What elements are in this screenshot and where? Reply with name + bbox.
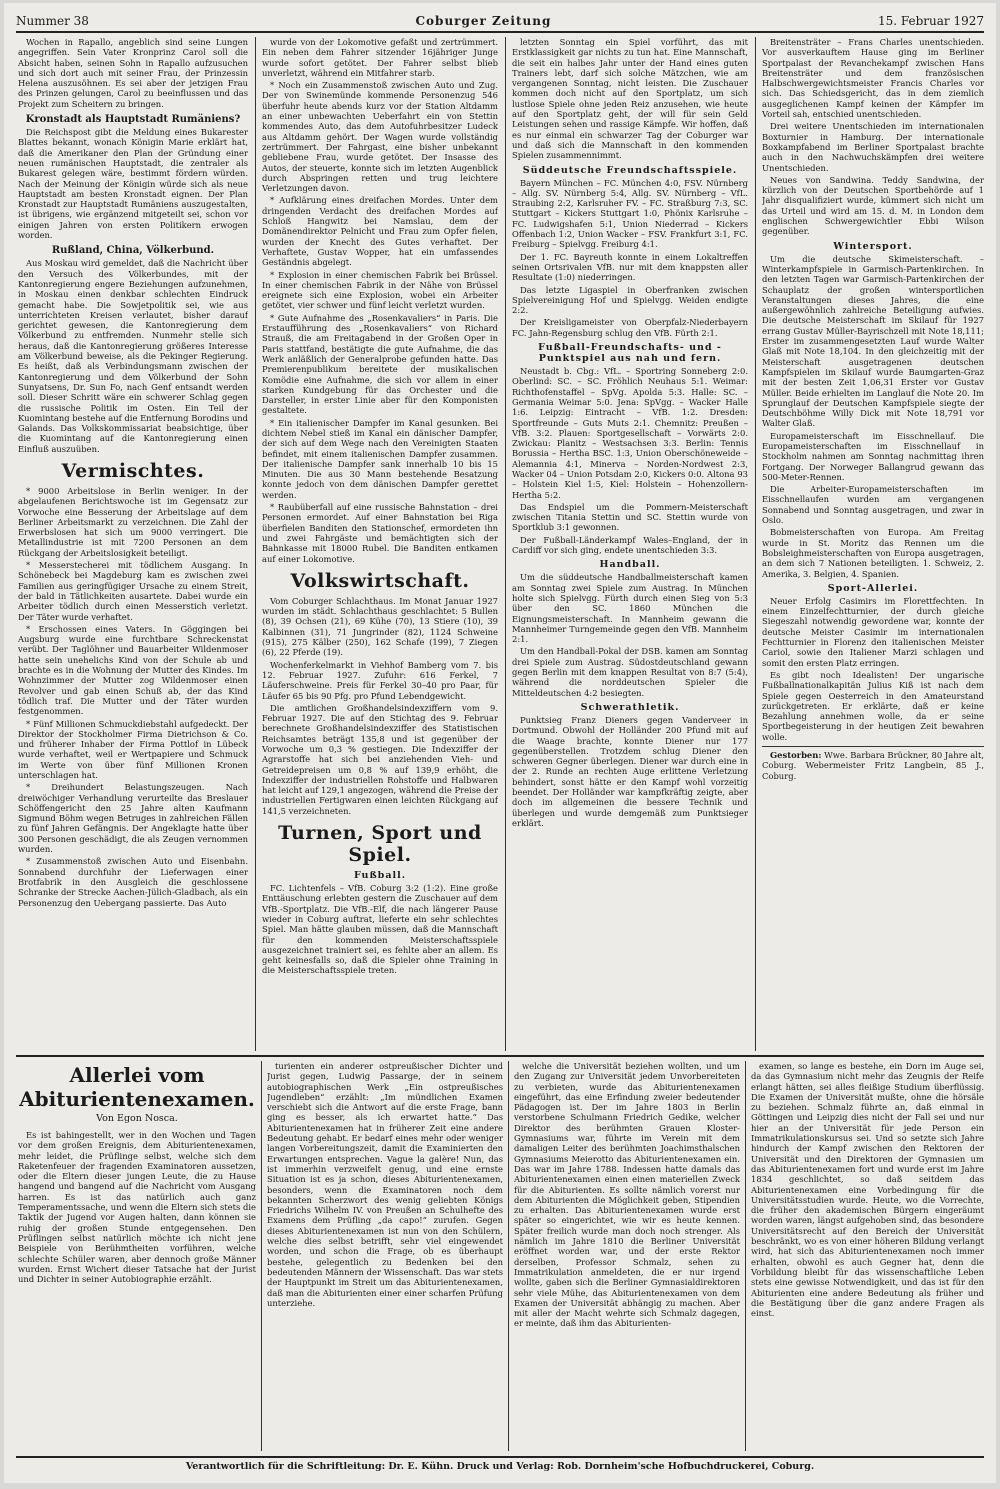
column-2 [262, 37, 498, 1051]
feuilleton-text: turienten ein anderer ostpreußischer Dichter und Jurist gegen, Ludwig Passarge, der in seinem autobiographischen Werk „Ein ostpreußisches Jugendleben“ erzählt: „Im mündlichen Examen verschiebt sich die Antwort auf die erste Frage, bann ging es besser, als ich erwartet hatte.“ Das Abiturientenexamen hat in früherer Zeit eine andere Bedeutung gehabt. Er bedarf eines mehr oder weniger langen Vorbereitungszeit, damit die Examinierten den Erwartungen entsprechen. Vague la galère! Nun, das ist immerhin verzweifelt genug, und eine ernste Situation ist es ja schon, dieses Abiturientenexamen, besonders, wenn die Examinatoren noch dem bekannten Scherzwort des wenig geliebten Königs Friedrichs Wilhelm IV. von Preußen an Schulhefte des Examens dem Prüfling „da capo!“ zurufen. Gegen dieses Abiturientenexamen ist nun von den Schülern, welche dies selbst betrifft, sehr viel eingewendet worden, und schon die Frage, ob es überhaupt bestehe, gelegentlich zu Bedenken bei den bedeutenden Männern der Wissenschaft. Das war stets der Hauptpunkt im Streit um das Abiturientenexamen, daß man die Abiturienten einer einer scharfen Prüfung unterziehe. [267, 1061, 503, 1308]
subsection-heading: Süddeutsche Freundschaftsspiele. [522, 164, 738, 176]
death-notice-text: Wwe. Barbara Brückner, 80 Jahre alt, Coburg. Webermeister Fritz Langbein, 85 J., Coburg. [762, 750, 984, 781]
column-divider [505, 37, 506, 1051]
article-text: Bobmeisterschaften von Europa. Am Freitag wurde in St. Moritz das Rennen um die Bobsleighmeisterschaften von Europa ausgetragen, an dem sich 7 Nationen beteiligten. 1. Schweiz, 2. Amerika, 3. Belgien, 4. Spanien. [762, 527, 984, 579]
article-text: Das Endspiel um die Pommern-Meisterschaft zwischen Titania Stettin und SC. Stettin wurde von Sportklub 3:1 gewonnen. [512, 501, 748, 533]
feuilleton-column-3 [514, 1061, 740, 1451]
article-text: Breitensträter – Frans Charles unentschieden. Vor ausverkauftem Hause ging im Berliner Sportpalast der Revanchekampf zwischen Hans Breitensträter und dem französischen Halbschwergewichtsmeister Francis Charles vor sich. Das Schiedsgericht, das in dem ziemlich ausgeglichenen Kampf keinen der Kämpfer im Vorteil sah, entschied unentschieden. [762, 37, 984, 120]
article-text: Die Arbeiter-Europameisterschaften im Eisschnellaufen wurden am vergangenen Sonnabend und Sonntag ausgetragen, und zwar in Oslo. [762, 484, 984, 526]
subsection-heading: Handball. [599, 559, 661, 571]
article-text: * Gute Aufnahme des „Rosenkavaliers“ in Paris. Die Erstaufführung des „Rosenkavaliers“ von Richard Strauß, die am Freitagabend in der Großen Oper in Paris stattfand, bestätigte die gute Aufnahme, die das Werk anläßlich der Generalprobe gefunden hatte. Das Premierenpublikum bereitete der musikalischen Komödie eine Aufnahme, die sich vor allem in einer starken Kundgebung für das Orchester und die Darsteller, in erster Linie aber für den Komponisten gestaltete. [262, 312, 498, 416]
feuilleton-text: welche die Universität beziehen wollten, und um den Zugang zur Universität jedem Unvorbereiteten zu verbieten, wurde das Abiturientenexamen eingeführt, das eine Erfindung zweier bedeutender Pädagogen ist. Der im Jahre 1803 in Berlin verstorbene Schulmann Friedrich Gedike, welcher Direktor des berühmten Grauen Kloster-Gymnasiums war, führte im Verein mit dem damaligen Leiter des berühmten Joachimsthalschen Gymnasiums Meierotto das Abiturientenexamen ein. Das war im Jahre 1788. Indessen hatte damals das Abiturientenexamen einen einen materiellen Zweck für die Abiturienten. Es sollte nämlich vorerst nur dem Abiturienten die Möglichkeit geben, Stipendien zu erhalten. Das Abiturientenexamen wurde erst später so eingerichtet, wie wir es heute kennen. Später freilich wurde man doch noch strenger. Als nämlich im Jahre 1810 die Berliner Universität eröffnet worden war, und der erste Rektor derselben, Professor Schmalz, sehen zu Immatrikulation anmeldeten, die er nur irgend wollte, gaben sich die Berliner Gymnasialdirektoren sehr viele Mühe, das Abiturientenexamen von dem Examen der Universität abhängig zu machen. Aber mit aller der Macht wehrte sich Schmalz dagegen, er meinte, daß ihm das Abiturienten- [514, 1061, 740, 1329]
section-heading-sport: Turnen, Sport und Spiel. [278, 822, 482, 867]
subsection-heading: Schwerathletik. [580, 701, 680, 713]
column-3 [512, 37, 748, 1051]
article-text: Das letzte Ligaspiel in Oberfranken zwischen Spielvereinigung Hof und Spielvgg. Weiden endigte 2:2. [512, 284, 748, 316]
feuilleton-text: Es ist bahingestellt, wer in den Wochen und Tagen vor dem großen Ereignis, dem Abiturientenexamen, mehr leidet, die Prüflinge selbst, welche sich dem Raketenfeuer der fragenden Examinatoren aussetzen, oder die Eltern dieser jungen Leute, die zu Hause hangend und bangend auf die Nachricht vom Ausgang harren. Es ist das natürlich auch ganz Temperamentssache, und wenn die Eltern sich stets die Taktik der Jugend vor Augen halten, dann können sie ruhig der großen Stunde entgegensehen. Den Prüflingen selbst natürlich möchte ich nicht jene Beispiele von Berühmtheiten vorführen, welche schlechte Schüler waren, aber dennoch große Männer wurden. Ernst Wichert dieser Tatsache hat der Jurist und Dichter in seiner Autobiographie erzählt. [18, 1130, 256, 1285]
article-text: Drei weitere Unentschieden im internationalen Boxturnier in Hamburg. Der internationale Boxkampfabend im Berliner Sportpalast brachte auch in den Nachwuchskämpfen drei weitere Unentschieden. [762, 121, 984, 173]
article-text: Punktsieg Franz Dieners gegen Vanderveer in Dortmund. Obwohl der Holländer 200 Pfund mit auf die Waage brachte, konnte Diener nur 177 gegenüberstellen. Trotzdem schlug Diener den schweren Gegner überlegen. Diener war durch eine in der 2. Runde an rechten Auge erlittene Verletzung behindert, sonst hätte er den Kampf wohl vorzeitig beendet. Der Holländer war kampfkräftig zeigte, aber doch im allgemeinen die bessere Technik und überlegen und wurde demgemäß zum Punktsieger erklärt. [512, 714, 748, 828]
section-heading-volkswirtschaft: Volkswirtschaft. [290, 569, 470, 592]
article-text: Der Kreisligameister von Oberpfalz-Niederbayern FC. Jahn-Regensburg schlug den VfB. Fürth 2:1. [512, 317, 748, 338]
article-text: Aus Moskau wird gemeldet, daß die Nachricht über den Versuch des Völkerbundes, mit der Kantonregierung engere Beziehungen aufzunehmen, in Moskau einen denkbar schlechten Eindruck gemacht habe. Die Sowjetpolitik sei, wie aus unterrichteten Kreisen verlautet, bisher darauf gerichtet gewesen, die Kantonregierung dem Völkerbund zu entfremden. Nunmehr stelle sich heraus, daß die Kantonregierung größeres Interesse am Völkerbund beweise, als die Pekinger Regierung. Es heißt, daß als Verbindungsmann zwischen der Kantonregierung und dem Völkerbund der Sohn Sunyatsens, Dr. Sun Fo, nach Genf entsandt werden soll. Dieser Schritt wäre ein schwerer Schlag gegen die russische Politik im Osten. Ein Teil der Kuomintang bestehe auf die Entfernung Borodins und Galands. Das Volkskommissariat beabsichtige, über die Kuomintang auf die Kantonregierung einen Einfluß auszuüben. [18, 258, 248, 454]
feuilleton-column-1 [18, 1061, 256, 1451]
article-text: Um die süddeutsche Handballmeisterschaft kamen am Sonntag zwei Spiele zum Austrag. In München holte sich Spielvgg. Fürth durch einen Sieg von 5:3 über den SC. 1860 München die Eignungsmeisterschaft. In Mannheim gewann die Mannheimer Turngemeinde gegen den VfB. Mannheim 2:1. [512, 572, 748, 645]
feuilleton-text: examen, so lange es bestehe, ein Dorn im Auge sei, da das Gymnasium nicht mehr das Zeugnis der Reife erlangt hätten, sei alles fleißige Studium überflüssig. Die Examen der Universität mußte, ohne die hörsäle zu beziehen. Schmalz führte an, daß einmal in Göttingen und Leipzig dies nicht der Fall sei und nur hier an der Universität für jede Person ein Immatrikulationskursus sei. Und so setzte sich Jahre hindurch der Kampf zwischen den Rektoren der Universität und den Direktoren der Gymnasien um das Abiturientenexamen fort und wurde erst im Jahre 1834 geschlichtet, so daß seitdem das Abiturientenexamen eine Vorbedingung für die Universitätsstudien wurde. Heute, wo die Vorrechte, die früher den akademischen Bürgern eingeräumt worden waren, längst aufgehoben sind, das besondere Universitätsrecht auf den Bereich der Universität beschränkt, wo es von einer höheren Bildung verlangt wird, hat sich das Abiturientenexamen noch immer erhalten, obwohl es auch Gegner hat, denn die Vorbildung bleibt für das wissenschaftliche Leben stets eine gewisse Notwendigkeit, und das ist für den Abiturienten eine andere Bedeutung als früher und die Bestätigung über die ganz andere Fragen als einst. [751, 1061, 984, 1319]
article-text: * Noch ein Zusammenstoß zwischen Auto und Zug. Der von Swinemünde kommende Personenzug 546 überfuhr heute abends kurz vor der Station Altdamm an einer unbewachten Ueberfahrt ein von Stettin kommendes Auto, das dem Autofuhrbesitzer Ludeck aus Altdamm gehört. Der Wagen wurde vollständig zertrümmert. Der Fahrgast, eine bisher unbekannt gebliebene Frau, wurde getötet. Der Insasse des Autos, der steuerte, konnte sich im letzten Augenblick durch Abspringen retten und trug leichtere Verletzungen davon. [262, 80, 498, 194]
feuilleton-title: Allerlei vom Abiturientenexamen. [19, 1063, 255, 1111]
section-heading-vermischtes: Vermischtes. [61, 459, 205, 482]
article-heading: Rußland, China, Völkerbund. [51, 245, 215, 257]
article-text: * Dreihundert Belastungszeugen. Nach dreiwöchiger Verhandlung verurteilte das Breslauer Schöffengericht den 25 Jahre alten Kaufmann Sigmund Böhm wegen Betruges in zahlreichen Fällen zu fünf Jahren Gefängnis. Der Angeklagte hatte über 300 Personen geschädigt, die als Zeugen vernommen wurden. [18, 782, 248, 855]
death-notice-label: Gestorben: [770, 750, 822, 760]
article-text: Bayern München – FC. München 4:0, FSV. Nürnberg – Allg. SV. Nürnberg 5:4, Allg. SV. Nürnberg – VfL. Straubing 2:2, Karlsruher FV. – FC. Straßburg 7:3, SC. Stuttgart – Kickers Stuttgart 1:0, Phönix Karlsruhe – FC. Ludwigshafen 5:1, Union Niederrad – Kickers Offenbach 1:2, Union Wacker – FSV. Frankfurt 3:1, FC. Freiburg – Spielvgg. Freiburg 4:1. [512, 177, 748, 250]
article-text: * Erschossen eines Vaters. In Göggingen bei Augsburg wurde eine furchtbare Schreckenstat verübt. Der Taglöhner und Bauarbeiter Wildenmoser hatte sein unehelichs Kind von der Schule ab und brachte es in die Wohnung der Mutter des Kindes. Im Wohnzimmer der Mutter zog Wildenmoser einen Revolver und gab einen Schuß ab, der das Kind tödlich traf. Die Mutter und der Täter wurden festgenommen. [18, 623, 248, 717]
article-text: Um den Handball-Pokal der DSB. kamen am Sonntag drei Spiele zum Austrag. Südostdeutschland gewann gegen Berlin mit dem knappen Resultat von 8:7 (5:4), während die norddeutschen Spieler die Mitteldeutschen 4:2 besiegten. [512, 646, 748, 698]
article-text: Wochenferkelmarkt in Viehhof Bamberg vom 7. bis 12. Februar 1927. Zufuhr: 616 Ferkel, 7 Läuferschweine. Preis für Ferkel 30–40 pro Paar, für Läufer 65 bis 90 Pfg. pro Pfund Lebendgewicht. [262, 659, 498, 701]
article-text: Wochen in Rapallo, angeblich sind seine Lungen angegriffen. Sein Vater Kronprinz Carol soll die Absicht haben, seinen Sohn in Rapallo aufzusuchen und sich dort auch mit seiner Frau, der Prinzessin Helena auszusöhnen. Es sei aber der jetzigen Frau des Prinzen gelungen, Carol zu beeinflussen und das Projekt zum Scheitern zu bringen. [18, 37, 248, 109]
article-text: wurde von der Lokomotive gefaßt und zertrümmert. Ein neben dem Fahrer sitzender 16jähriger Junge wurde sofort getötet. Der Fahrer selbst blieb unverletzt, während ein Mitfahrer starb. [262, 37, 498, 78]
article-text: * Fünf Millionen Schmuckdiebstahl aufgedeckt. Der Direktor der Stockholmer Firma Dietrichson & Co. und früherer Inhaber der Firma Pottlof in Lübeck wurde verhaftet, weil er Wertpapiere und Schmuck im Werte von über fünf Millionen Kronen unterschlagen hat. [18, 718, 248, 780]
death-notice [762, 746, 984, 781]
masthead [16, 11, 984, 33]
article-text: * Aufklärung eines dreifachen Mordes. Unter dem dringenden Verdacht des dreifachen Mordes auf Schloß Hangwitz bei Namslau, dem der Domänendirektor Pelnicht und Frau zum Opfer fielen, wurden der Knecht des Gutes verhaftet. Der Verhaftete, Gustav Wopper, hat ein umfassendes Geständnis abgelegt. [262, 195, 498, 268]
article-text: Europameisterschaft im Eisschnellauf. Die Europameisterschaften im Eisschnellauf in Stockholm nahmen am Sonntag nachmittag ihren Fortgang. Der Norweger Ballangrud gewann das 500-Meter-Rennen. [762, 430, 984, 482]
article-text: FC. Lichtenfels – VfB. Coburg 3:2 (1:2). Eine große Enttäuschung erlebten gestern die Zuschauer auf dem VfB.-Sportplatz. Die VfB.-Elf, die nach längerer Pause wieder in Coburg auftrat, lieferte ein sehr schlechtes Spiel. Man hätte glauben müssen, daß die Mannschaft für den kommenden Meisterschaftsspiele ausgezeichnet trainiert sei, es fehlte aber an allem. Es geht keinesfalls so, daß die Spieler ohne Training in die Meisterschaftsspiele treten. [262, 883, 498, 976]
column-divider [755, 37, 756, 1051]
column-divider [261, 1061, 262, 1451]
article-text: Neuer Erfolg Casimirs im Florettfechten. In einem Einzelfechtturnier, der durch gleiche Siegeszahl notwendig gewordene war, konnte der deutsche Meister Casimir im internationalen Fechtturnier in Florenz den italienischen Meister Cariol, sowie den Italiener Marzi schlagen und somit den ersten Platz erringen. [762, 595, 984, 668]
feuilleton-column-2 [267, 1061, 503, 1451]
article-text: Es gibt noch Idealisten! Der ungarische Fußballnationalkapitän Julius Kiß ist nach dem Spiele gegen Oesterreich in den Amateurstand zurückgetreten. Er erklärte, daß er keine Bezahlung annehmen wolle, da er seine Sportbegeisterung in der heutigen Zeit bewahren wolle. [762, 669, 984, 742]
article-text: Die Reichspost gibt die Meldung eines Bukarester Blattes bekannt, wonach Königin Marie erklärt hat, daß die Amerikaner den Plan der Gründung einer neuen rumänischen Hauptstadt, die zentraler als Bukarest gelegen wäre, bestimmt fördern würden. Nach der Meinung der Königin würde sich als neue Hauptstadt am besten Kronstadt eignen. Der Plan Kronstadt zur Hauptstadt Rumäniens auszugestalten, ist übrigens, wie ergänzend mitgeteilt sei, schon vor einigen Jahren von ersten Politikern erwogen worden. [18, 127, 248, 241]
column-4 [762, 37, 984, 1051]
article-text: Die amtlichen Großhandelsindexziffern vom 9. Februar 1927. Die auf den Stichtag des 9. Februar berechnete Großhandelsindexziffer des Statistischen Reichsamtes beträgt 135,8 und ist gegenüber der Vorwoche um 0,3 % gestiegen. Die Indexziffer der Agrarstoffe hat sich bei anziehenden Vieh- und Getreidepreisen um 0,8 % auf 139,9 erhöht, die Indexziffer der industriellen Rohstoffe und Halbwaren hat leicht auf 129,1 angezogen, während die Preise der industriellen Fertigwaren einen leichten Rückgang auf 141,5 verzeichneten. [262, 702, 498, 816]
column-divider [508, 1061, 509, 1451]
article-text: Der 1. FC. Bayreuth konnte in einem Lokaltreffen seinen Ortsrivalen VfB. nur mit dem knappsten aller Resultate (1:0) niederringen. [512, 251, 748, 283]
subsection-heading: Wintersport. [833, 240, 913, 252]
subsection-heading: Fußball-Freundschafts- und -Punktspiel aus nah und fern. [538, 342, 722, 365]
article-text: Vom Coburger Schlachthaus. Im Monat Januar 1927 wurden im städt. Schlachthaus geschlachtet: 5 Bullen (8), 39 Ochsen (21), 69 Kühe (70), 13 Stiere (10), 39 Kalbinnen (31), 71 Jungrinder (82), 1124 Schweine (915), 275 Kälber (250), 162 Schafe (199), 7 Ziegen (6), 22 Pferde (19). [262, 595, 498, 658]
feuilleton-byline: Von Egon Nosca. [96, 1113, 178, 1124]
imprint-footer: Verantwortlich für die Schriftleitung: Dr. E. Kühn. Druck und Verlag: Rob. Dornheim'sche Hofbuchdruckerei, Coburg. [16, 1456, 984, 1477]
section-separator [16, 1055, 984, 1057]
column-divider [255, 37, 256, 1051]
newspaper-page [4, 3, 996, 1483]
issue-number: Nummer 38 [16, 14, 89, 28]
article-text: Um die deutsche Skimeisterschaft. – Winterkampfspiele in Garmisch-Partenkirchen. In den letzten Tagen war Garmisch-Partenkirchen der Schauplatz der großen wintersportlichen Veranstaltungen dieses Jahres, die eine außergewöhnlich zahlreiche Beteiligung aufwies. Die deutsche Meisterschaft im Skilauf für 1927 errang Gustav Müller-Bayrischzell mit Note 18,111; Erster im zusammengesetzten Lauf wurde Walter Glaß mit Note 18,104. In den gleichzeitig mit der Meisterschaft ausgetragenen deutschen Kampfspielen im Skilauf wurde Baumgarten-Graz mit der besten Zeit 1,06,31 Erster vor Gustav Müller. Beide erhielten im Langlauf die Note 20. Im Sprunglauf der Deutschen Kampfspiele siegte der Deutschböhme Willy Dick mit Note 18,791 vor Walter Glaß. [762, 253, 984, 429]
issue-date: 15. Februar 1927 [877, 14, 984, 28]
article-text: * 9000 Arbeitslose in Berlin weniger. In der abgelaufenen Berichtswoche ist im Gegensatz zur Vorwoche eine Besserung der Arbeitslage auf dem Berliner Arbeitsmarkt zu verzeichnen. Die Zahl der Erwerbslosen hat sich um 9000 verringert. Die Metallindustrie ist mit 7200 Personen an dem Rückgang der Arbeitslosigkeit beteiligt. [18, 485, 248, 558]
article-text: * Zusammenstoß zwischen Auto und Eisenbahn. Sonnabend durchfuhr der Lieferwagen einer Brotfabrik in den Ausgleich die geschlossene Schranke der Strecke Aachen-Jülich-Gladbach, als ein Personenzug den Uebergang passierte. Das Auto [18, 856, 248, 908]
column-1 [18, 37, 248, 1051]
article-text: * Explosion in einer chemischen Fabrik bei Brüssel. In einer chemischen Fabrik in der Nähe von Brüssel ereignete sich eine Explosion, wobei ein Arbeiter getötet, vier schwer und fünf leicht verletzt wurden. [262, 269, 498, 311]
article-heading: Kronstadt als Hauptstadt Rumäniens? [25, 114, 241, 126]
newspaper-title: Coburger Zeitung [415, 14, 552, 28]
article-text: * Raubüberfall auf eine russische Bahnstation – drei Personen ermordet. Auf einer Bahnstation bei Riga überfielen Banditen den Stationschef, ermordeten ihn und zwei Fahrgäste und bemächtigten sich der Bahnkasse mit 18000 Rubel. Die Banditen entkamen auf einer Lokomotive. [262, 502, 498, 564]
article-text: * Messerstecherei mit tödlichem Ausgang. In Schönebeck bei Magdeburg kam es zwischen zwei Familien aus geringfügiger Ursache zu einem Streit, der bald in Tätlichkeiten ausartete. Dabei wurde ein Arbeiter tödlich durch einen Messerstich verletzt. Der Täter wurde verhaftet. [18, 560, 248, 622]
column-divider [745, 1061, 746, 1451]
article-text: letzten Sonntag ein Spiel vorführt, das mit Erstklassigkeit gar nichts zu tun hat. Eine Mannschaft, die seit ein halbes Jahr unter der Hand eines guten Trainers lebt, darf sich solche Mätzchen, wie am vergangenen Sonntag, nicht leisten. Die Zuschauer kommen doch nicht auf den Sportplatz, um sich lustlose Spiele ohne jeden Reiz anzusehen, wie heute auf den Sportplatz geht, der will für sein Geld Leistungen sehen und rassige Kämpfe. Wir hoffen, daß es nur einmal ein schwarzer Tag der Coburger war und daß sich die Mannschaft in den kommenden Spielen zusammennimmt. [512, 37, 748, 161]
feuilleton-column-4 [751, 1061, 984, 1451]
article-text: * Ein italienischer Dampfer im Kanal gesunken. Bei dichtem Nebel stieß im Kanal ein dänischer Dampfer, der sich auf dem Wege nach den Vereinigten Staaten befindet, mit einem italienischen Dampfer zusammen. Der italienische Dampfer sank innerhalb 10 bis 15 Minuten. Die aus 30 Mann bestehende Besatzung konnte jedoch von dem dänischen Dampfer gerettet werden. [262, 417, 498, 500]
article-text: Neustadt b. Cbg.: VfL. – Sportring Sonneberg 2:0. Oberlind: SC. – SC. Fröhlich Neuhaus 5:1. Weimar: Richthofenstaffel – SpVg. Apolda 5:3. Halle: SC. – Germania Weimar 5:0. Jena: SpVgg. – Wacker Halle 1:6. Leipzig: Eintracht – VfB. 1:2. Dresden: Sportfreunde – Guts Muts 2:1. Chemnitz: Preußen – VfB. 3:2. Plauen: Sportgesellschaft – Vorwärts 2:0. Zwickau: Planitz – Westsachsen 3:3. Berlin: Tennis Borussia – Hertha BSC. 1:3, Union Oberschöneweide – Alemannia 4:1, Minerva – Norden-Nordwest 2:3, Wacker 04 – Union Potsdam 2:0, Kickers 0:0. Altona 93 – Holstein Kiel 1:5, Kiel: Holstein – Hohenzollern-Hertha 5:2. [512, 366, 748, 500]
article-text: Neues von Sandwina. Teddy Sandwina, der kürzlich von der Deutschen Sportbehörde auf 1 Jahr disqualifiziert wurde, kümmert sich nicht um das Urteil und wird am 15. d. M. in London dem englischen Schwergewichtler Ebbi Wilson gegenüber. [762, 174, 984, 237]
subsection-heading: Fußball. [353, 870, 407, 882]
article-text: Der Fußball-Länderkampf Wales–England, der in Cardiff vor sich ging, endete unentschieden 3:3. [512, 534, 748, 556]
subsection-heading: Sport-Allerlei. [827, 582, 919, 594]
